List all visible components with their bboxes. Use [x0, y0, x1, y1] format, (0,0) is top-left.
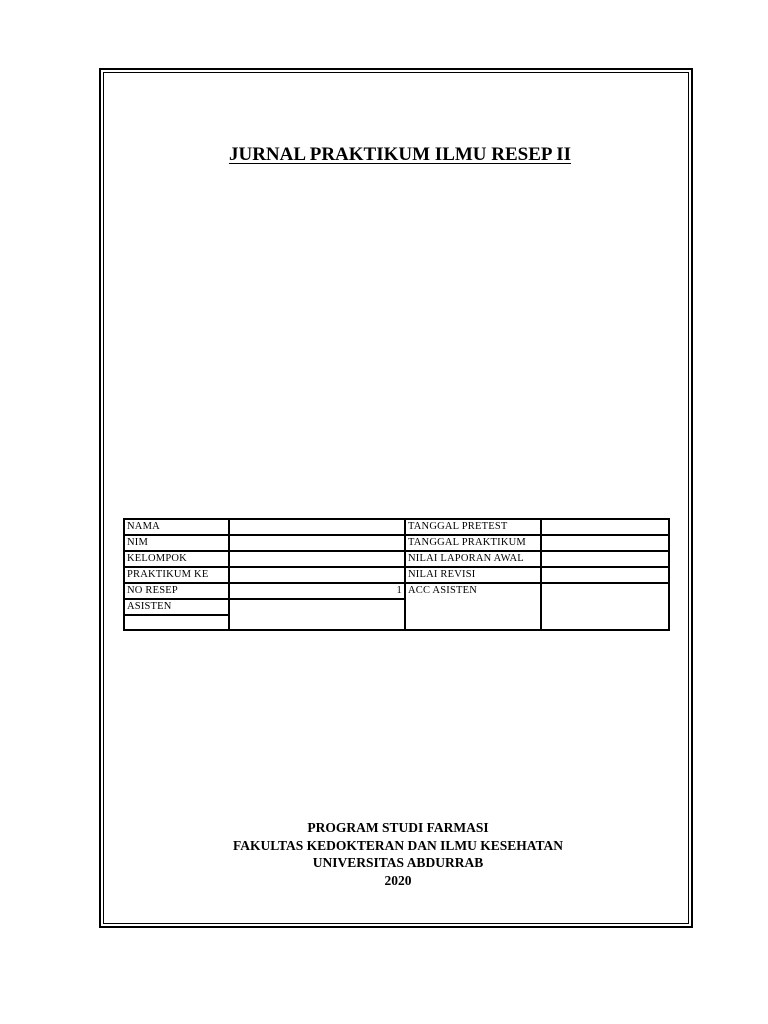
label-asisten: ASISTEN: [124, 599, 229, 615]
field-nilai-revisi[interactable]: [541, 567, 669, 583]
field-asisten-extra[interactable]: [124, 615, 229, 630]
field-no-resep[interactable]: 1: [229, 583, 405, 599]
label-no-resep: NO RESEP: [124, 583, 229, 599]
footer-program: PROGRAM STUDI FARMASI: [307, 820, 489, 835]
footer-faculty: FAKULTAS KEDOKTERAN DAN ILMU KESEHATAN: [232, 837, 564, 853]
field-kelompok[interactable]: [229, 551, 405, 567]
table-row: [124, 551, 669, 567]
field-nim[interactable]: [229, 535, 405, 551]
page-border-inner: [103, 72, 689, 924]
label-nilai-laporan-awal: NILAI LAPORAN AWAL: [405, 551, 541, 567]
table-row: [124, 535, 669, 551]
field-nilai-laporan-awal[interactable]: [541, 551, 669, 567]
field-tanggal-praktikum[interactable]: [541, 535, 669, 551]
field-praktikum-ke[interactable]: [229, 567, 405, 583]
student-info-table: [123, 518, 670, 631]
document-title: JURNAL PRAKTIKUM ILMU RESEP II: [228, 144, 572, 165]
label-nilai-revisi: NILAI REVISI: [405, 567, 541, 583]
table-row: [124, 583, 669, 599]
label-kelompok: KELOMPOK: [124, 551, 229, 567]
field-nama[interactable]: [229, 519, 405, 535]
field-tanggal-pretest[interactable]: [541, 519, 669, 535]
label-acc-asisten: ACC ASISTEN: [405, 583, 541, 630]
field-asisten[interactable]: [229, 599, 405, 630]
label-tanggal-praktikum: TANGGAL PRAKTIKUM: [405, 535, 541, 551]
footer-university: UNIVERSITAS ABDURRAB: [312, 855, 484, 870]
table-row: [124, 519, 669, 535]
footer-year: 2020: [384, 872, 412, 888]
label-tanggal-pretest: TANGGAL PRETEST: [405, 519, 541, 535]
label-nim: NIM: [124, 535, 229, 551]
label-praktikum-ke: PRAKTIKUM KE: [124, 567, 229, 583]
document-footer: [0, 819, 768, 889]
field-acc-asisten[interactable]: [541, 583, 669, 630]
table-row: [124, 567, 669, 583]
label-nama: NAMA: [124, 519, 229, 535]
